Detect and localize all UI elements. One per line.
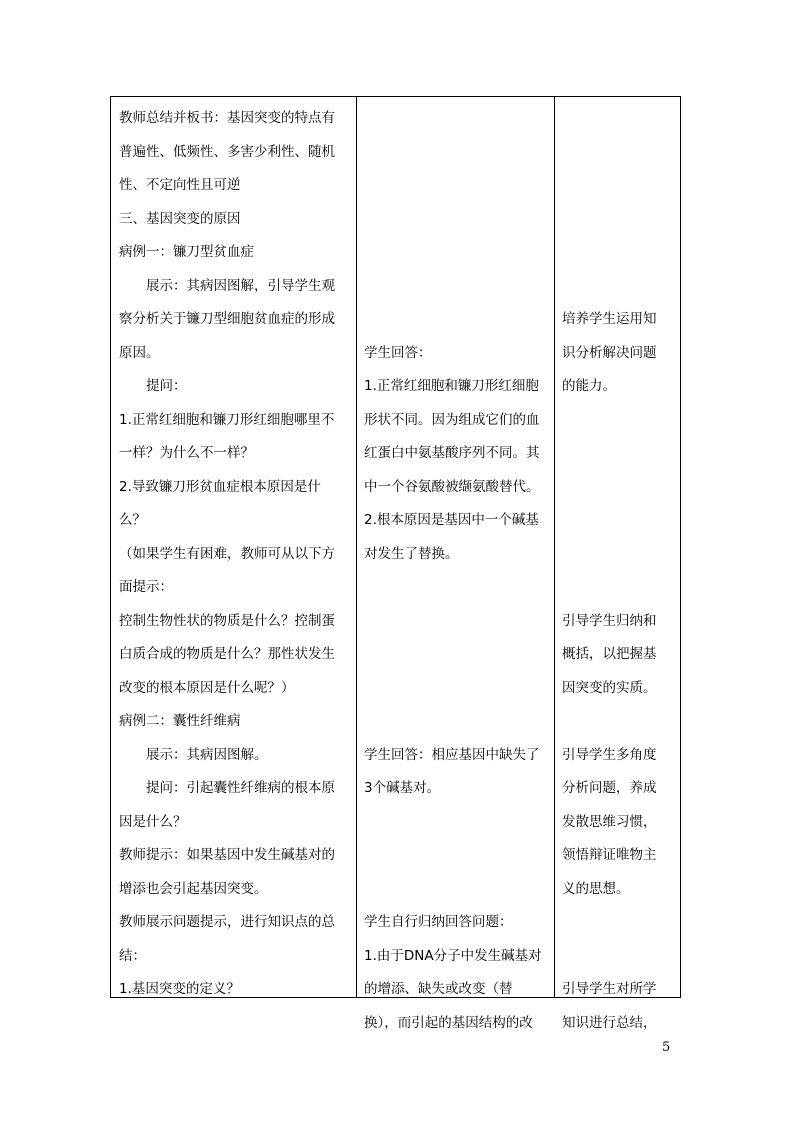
text-line: 教师总结并板书：基因突变的特点有 [119,110,335,126]
text-line: 2.导致镰刀形贫血症根本原因是什 [119,478,321,495]
text-line: 原因。 [119,344,160,361]
text-line: 换），而引起的基因结构的改 [364,1014,533,1031]
text-line: 对发生了替换。 [364,545,459,562]
text-line: 学生回答：相应基因中缺失了 [364,746,540,763]
text-line: 分析问题，养成 [562,780,657,796]
text-line: 展示：其病因图解。 [119,746,268,763]
text-line: 1.正常红细胞和镰刀形红细胞 [364,378,539,394]
text-line: 么？ [119,512,146,528]
text-line: 1.由于DNA分子中发生碱基对 [364,947,542,964]
text-line: 面提示： [119,579,173,595]
text-line: 2.根本原因是基因中一个碱基 [364,512,539,528]
text-line: 1.正常红细胞和镰刀形红细胞哪里不 [119,411,335,428]
text-line: 3个碱基对。 [364,780,441,796]
text-line: 培养学生运用知 [562,311,657,327]
text-line: 改变的根本原因是什么呢？） [119,679,295,696]
text-line: 领悟辩证唯物主 [562,847,657,863]
text-line: 教师提示：如果基因中发生碱基对的 [119,847,335,863]
text-line: 引导学生对所学 [562,981,657,997]
text-line: 学生回答： [364,344,432,361]
text-line: 1.基因突变的定义？ [119,981,240,997]
text-line: 三、基因突变的原因 [119,210,241,227]
text-line: 察分析关于镰刀型细胞贫血症的形成 [119,311,335,327]
text-line: 一样？为什么不一样？ [119,445,254,461]
text-line: 控制生物性状的物质是什么？控制蛋 [119,612,335,629]
text-line: 结： [119,947,146,964]
text-line: 引导学生多角度 [562,746,657,763]
text-line: 知识进行总结， [562,1014,657,1031]
text-line: 发散思维习惯， [562,813,657,830]
text-line: 白质合成的物质是什么？那性状发生 [119,646,335,662]
text-line: 识分析解决问题 [562,344,657,361]
text-line: 义的思想。 [562,880,630,897]
text-line: 概括，以把握基 [562,646,657,662]
text-line: 因是什么？ [119,813,187,830]
text-line: 中一个谷氨酸被缬氨酸替代。 [364,478,540,495]
text-line: 教师展示问题提示，进行知识点的总 [119,914,335,930]
text-line: 的能力。 [562,378,616,394]
text-line: 病例一：镰刀型贫血症 [119,244,254,260]
text-line: 提问： [119,378,187,394]
text-line: （如果学生有困难，教师可从以下方 [119,545,335,562]
text-line: 学生自行归纳回答问题： [364,914,513,930]
text-line: 的增添、缺失或改变（替 [364,981,513,997]
column-divider-2 [554,97,555,997]
text-line: 引导学生归纳和 [562,612,657,629]
lesson-plan-table [110,96,681,1031]
text-line: 形状不同。因为组成它们的血 [364,411,540,428]
column-divider-1 [356,97,357,997]
text-line: 病例二：囊性纤维病 [119,713,241,729]
text-line: 普遍性、低频性、多害少利性、随机 [119,143,335,160]
text-line: 因突变的实质。 [562,679,657,696]
text-line: 提问：引起囊性纤维病的根本原 [119,780,335,796]
page-number: 5 [662,1040,671,1055]
text-line: 性、不定向性且可逆 [119,177,241,193]
text-line: 红蛋白中氨基酸序列不同。其 [364,445,540,461]
text-line: 展示：其病因图解，引导学生观 [119,277,335,294]
text-line: 增添也会引起基因突变。 [119,880,268,897]
